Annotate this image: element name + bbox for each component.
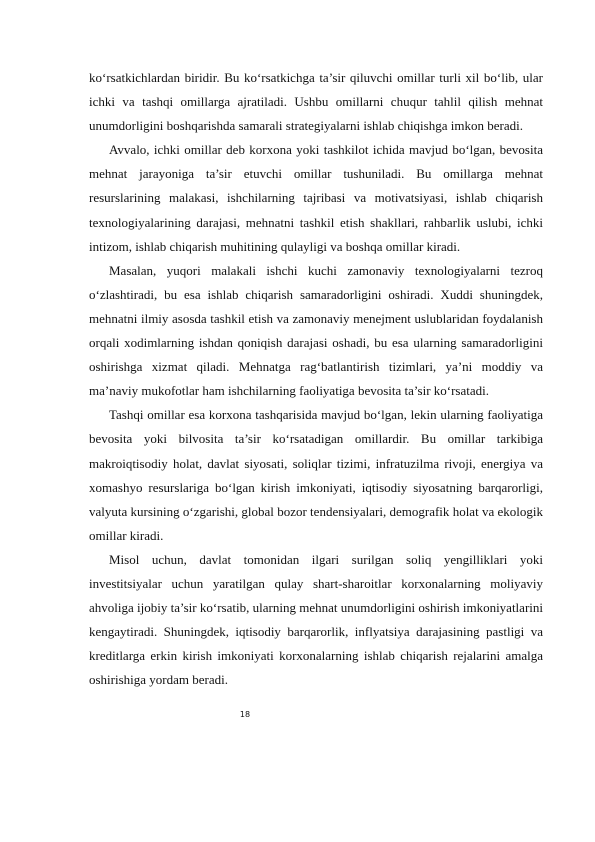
paragraph-external-factors: Tashqi omillar esa korxona tashqarisida mavjud bo‘lgan, lekin ularning faoliyatiga bevosita yoki bilvosita ta’sir ko‘rsatadigan omillardir. Bu omillar tarkibiga makroiqtisodiy holat, davlat siyosati, soliqlar tizimi, infratuzilma rivoji, energiya va xomashyo resurslariga bo‘lgan kirish imkoniyati, iqtisodiy siyosatning barqarorligi, valyuta kursining o‘zgarishi, global bozor tendensiyalari, demografik holat va ekologik omillar kiradi. [89, 407, 543, 543]
page-number-container [0, 710, 595, 719]
text-body [89, 66, 543, 692]
paragraph-internal-examples: Masalan, yuqori malakali ishchi kuchi zamonaviy texnologiyalarni tezroq o‘zlashtiradi, bu esa ishlab chiqarish samaradorligini oshiradi. Xuddi shuningdek, mehnatni ilmiy asosda tashkil etish va zamonaviy menejment uslublaridan foydalanish orqali xodimlarning ishdan qoniqish darajasi oshadi, bu esa ularning samaradorligini oshirishga xizmat qiladi. Mehnatga rag‘batlantirish tizimlari, ya’ni moddiy va ma’naviy mukofotlar ham ishchilarning faoliyatiga bevosita ta’sir ko‘rsatadi. [89, 262, 543, 399]
paragraph-external-examples: Misol uchun, davlat tomonidan ilgari surilgan soliq yengilliklari yoki investitsiyalar uchun yaratilgan qulay shart-sharoitlar korxonalarning moliyaviy ahvoliga ijobiy ta’sir ko‘rsatib, ularning mehnat unumdorligini oshirish imkoniyatlarini kengaytiradi. Shuningdek, iqtisodiy barqarorlik, inflyatsiya darajasining pastligi va kreditlarga erkin kirish imkoniyati korxonalarning ishlab chiqarish rejalarini amalga oshirishiga yordam beradi. [89, 551, 543, 688]
page-number: 18 [239, 710, 251, 719]
paragraph-internal-factors: Avvalo, ichki omillar deb korxona yoki tashkilot ichida mavjud bo‘lgan, bevosita mehnat jarayoniga ta’sir etuvchi omillar tushuniladi. Bu omillarga mehnat resurslarining malakasi, ishchilarning tajribasi va motivatsiyasi, ishlab chiqarish texnologiyalarining darajasi, mehnatni tashkil etish shakllari, rahbarlik uslubi, ichki intizom, ishlab chiqarish muhitining qulayligi va boshqa omillar kiradi. [89, 142, 543, 254]
paragraph-continuation: ko‘rsatkichlardan biridir. Bu ko‘rsatkichga ta’sir qiluvchi omillar turli xil bo‘lib, ular ichki va tashqi omillarga ajratiladi. Ushbu omillarni chuqur tahlil qilish mehnat unumdorligini boshqarishda samarali strategiyalarni ishlab chiqishga imkon beradi. [89, 70, 543, 134]
